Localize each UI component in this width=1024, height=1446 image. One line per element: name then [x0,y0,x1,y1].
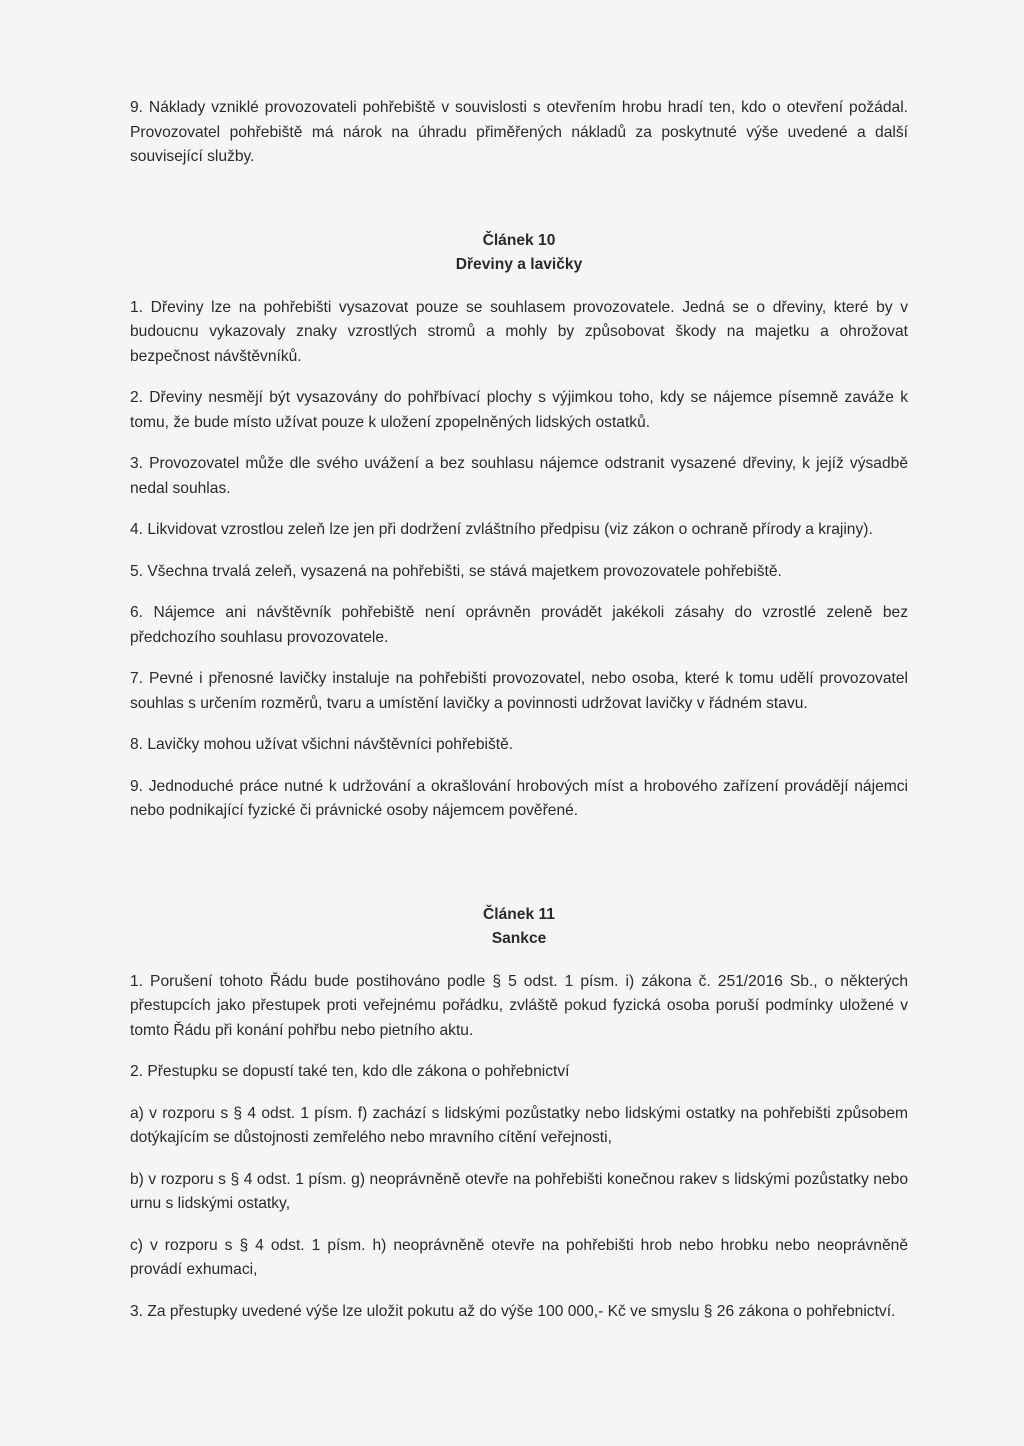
article-11-paragraph: 1. Porušení tohoto Řádu bude postihováno podle § 5 odst. 1 písm. i) zákona č. 251/2016 Sb., o některých přestupcích jako přestupek proti veřejnému pořádku, zvláště pokud fyzická osoba poruší podmínky uložené v tomto Řádu při konání pohřbu nebo pietního aktu. [130,972,908,1039]
article-11-number: Článek 11 [483,905,555,923]
paragraph-9-costs: 9. Náklady vzniklé provozovateli pohřebiště v souvislosti s otevřením hrobu hradí ten, kdo o otevření požádal. Provozovatel pohřebiště má nárok na úhradu přiměřených nákladů za poskytnuté výše uvedené a další související služby. [130,99,908,165]
spacer [130,278,908,296]
article-10-paragraph: 3. Provozovatel může dle svého uvážení a bez souhlasu nájemce odstranit vysazené dřeviny, k jejíž výsadbě nedal souhlas. [130,455,908,497]
article-10-paragraph: 7. Pevné i přenosné lavičky instaluje na pohřebišti provozovatel, nebo osoba, které k tomu udělí provozovatel souhlas s určením rozměrů, tvaru a umístění lavičky a povinnosti udržovat lavičky v řádném stavu. [130,670,908,712]
article-11-paragraph: 3. Za přestupky uvedené výše lze uložit pokutu až do výše 100 000,- Kč ve smyslu § 26 zákona o pohřebnictví. [130,1302,896,1320]
article-11-paragraph: a) v rozporu s § 4 odst. 1 písm. f) zachází s lidskými pozůstatky nebo lidskými ostatky na pohřebišti způsobem dotýkajícím se důstojnosti zemřelého nebo mravního cítění veřejnosti, [130,1104,908,1146]
article-10-paragraph: 5. Všechna trvalá zeleň, vysazená na pohřebišti, se stává majetkem provozovatele pohřebiště. [130,562,782,580]
spacer [130,841,908,903]
article-10-title: Dřeviny a lavičky [455,256,583,273]
article-10-paragraph: 2. Dřeviny nesmějí být vysazovány do pohřbívací plochy s výjimkou toho, kdy se nájemce písemně zaváže k tomu, že bude místo užívat pouze k uložení zpopelněných lidských ostatků. [130,389,908,431]
article-10-paragraph: 9. Jednoduché práce nutné k udržování a okrašlování hrobových míst a hrobového zařízení provádějí nájemci nebo podnikající fyzické či právnické osoby nájemcem pověřené. [130,777,908,819]
article-11-paragraph: b) v rozporu s § 4 odst. 1 písm. g) neoprávněně otevře na pohřebišti konečnou rakev s lidskými pozůstatky nebo urnu s lidskými ostatky, [130,1170,908,1212]
article-10-paragraph: 8. Lavičky mohou užívat všichni návštěvníci pohřebiště. [130,736,514,753]
article-10-paragraph: 6. Nájemce ani návštěvník pohřebiště není oprávněn provádět jakékoli zásahy do vzrostlé zeleně bez předchozího souhlasu provozovatele. [130,604,908,646]
article-11-paragraph: c) v rozporu s § 4 odst. 1 písm. h) neoprávněně otevře na pohřebišti hrob nebo hrobku nebo neoprávněně provádí exhumaci, [130,1236,908,1278]
spacer [130,187,908,229]
article-10-paragraph: 4. Likvidovat vzrostlou zeleň lze jen při dodržení zvláštního předpisu (viz zákon o ochraně přírody a krajiny). [130,521,873,538]
article-10-paragraph: 1. Dřeviny lze na pohřebišti vysazovat pouze se souhlasem provozovatele. Jedná se o dřeviny, které by v budoucnu vykazovaly znaky vzrostlých stromů a mohly by způsobovat škody na majetku a ohrožovat bezpečnost návštěvníků. [130,298,908,365]
article-11-title: Sankce [491,930,547,947]
article-10-number: Článek 10 [482,231,556,249]
article-11-paragraph: 2. Přestupku se dopustí také ten, kdo dle zákona o pohřebnictví [130,1063,570,1080]
spacer [130,952,908,970]
